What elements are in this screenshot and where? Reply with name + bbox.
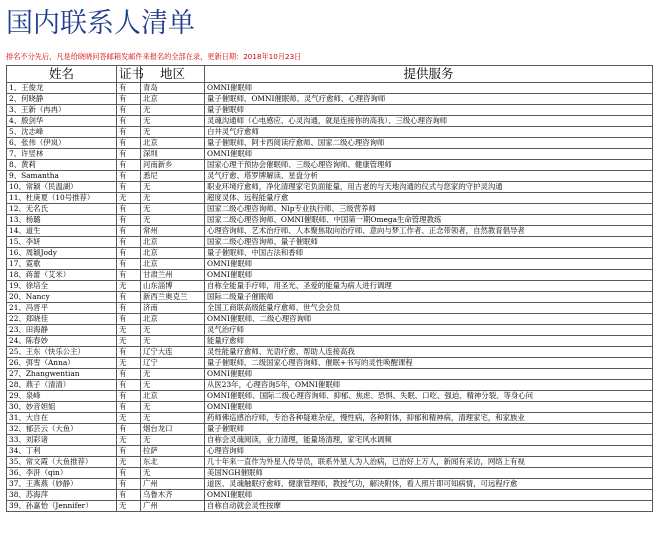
cell-cert: 有	[117, 380, 141, 391]
table-row	[7, 358, 653, 369]
table-row	[7, 270, 653, 281]
table-row	[7, 281, 653, 292]
table-row	[7, 336, 653, 347]
table-row	[7, 292, 653, 303]
cell-service: OMNI催眠师	[205, 369, 653, 380]
cell-service: 国际二级量子催眠师	[205, 292, 653, 303]
cell-cert: 无	[117, 501, 141, 512]
cell-region: 无	[141, 380, 205, 391]
cell-service: 从医23年，心理咨询5年，OMNI催眠师	[205, 380, 653, 391]
cell-region: 无	[141, 435, 205, 446]
cell-name: 20、Nancy	[7, 292, 117, 303]
cell-service: 全国工商联高级能量疗愈师、世气会会员	[205, 303, 653, 314]
cell-cert: 无	[117, 336, 141, 347]
cell-region: 无	[141, 369, 205, 380]
cell-service: 职业环境疗愈师，净化清理家宅负面能量，用古老的与天地沟通的仪式与您家的守护灵沟通	[205, 182, 653, 193]
cell-name: 25、王东（快乐公主）	[7, 347, 117, 358]
cell-region: 济南	[141, 303, 205, 314]
cell-cert: 有	[117, 138, 141, 149]
cell-name: 6、张伟（伊岚）	[7, 138, 117, 149]
cell-name: 7、许竖林	[7, 149, 117, 160]
cell-region: 无	[141, 468, 205, 479]
cell-region: 北京	[141, 94, 205, 105]
header-name: 姓名	[7, 66, 117, 83]
cell-name: 38、苏海萍	[7, 490, 117, 501]
cell-cert: 无	[117, 358, 141, 369]
cell-cert: 无	[117, 413, 141, 424]
header-service: 提供服务	[205, 66, 653, 83]
cell-service: 能量疗愈师	[205, 336, 653, 347]
cell-name: 23、田海静	[7, 325, 117, 336]
table-row	[7, 105, 653, 116]
cell-name: 9、Samantha	[7, 171, 117, 182]
cell-name: 33、刘彩诸	[7, 435, 117, 446]
cell-region: 无	[141, 336, 205, 347]
cell-region: 无	[141, 182, 205, 193]
cell-name: 11、杜庚夏（10号推荐）	[7, 193, 117, 204]
cell-region: 河南新乡	[141, 160, 205, 171]
cell-service: OMNI催眠师	[205, 270, 653, 281]
cell-name: 34、丁利	[7, 446, 117, 457]
cell-name: 37、王燕燕（妙静）	[7, 479, 117, 490]
cell-service: 自称会灵魂阅读，业力清理，能量场清理，家宅风水调频	[205, 435, 653, 446]
cell-service: 超度灵体、远程能量疗愈	[205, 193, 653, 204]
cell-name: 12、无名氏	[7, 204, 117, 215]
cell-service: OMNI催眠师、二级心理咨询师	[205, 314, 653, 325]
cell-region: 广州	[141, 479, 205, 490]
cell-region: 北京	[141, 391, 205, 402]
cell-cert: 有	[117, 226, 141, 237]
cell-service: 量子催眠师	[205, 105, 653, 116]
cell-service: 心理咨询师、艺术治疗师、人本聚焦取向治疗师、意向与梦工作者、正念带领者，自然教育倡导者	[205, 226, 653, 237]
cell-cert: 有	[117, 402, 141, 413]
cell-service: 灵气疗愈、塔罗牌解读、星盘分析	[205, 171, 653, 182]
cell-name: 10、常颖（民温湖）	[7, 182, 117, 193]
cell-name: 39、孙嘉怡（Jennifer）	[7, 501, 117, 512]
cell-service: 药师佛巡感治疗师，专治各种疑难杂症，慢性病，各种附体，抑郁和精神病，清理家宅，和家族业	[205, 413, 653, 424]
table-row	[7, 490, 653, 501]
cell-name: 17、霓歌	[7, 259, 117, 270]
table-row	[7, 402, 653, 413]
table-row	[7, 237, 653, 248]
cell-cert: 有	[117, 116, 141, 127]
cell-service: 几十年来一直作为外星人传导员，联系外星人为人治病，已治好上万人，新闻有采访，网络上有视	[205, 457, 653, 468]
cell-name: 32、郁芸云（大鱼）	[7, 424, 117, 435]
cell-name: 30、妙音妲姐	[7, 402, 117, 413]
cell-name: 22、郑晓佳	[7, 314, 117, 325]
cell-cert: 有	[117, 424, 141, 435]
cell-service: 道医、灵魂触眠疗愈师、健康管理师，教授气功，解决附体，看人照片即可知病情，可远程疗愈	[205, 479, 653, 490]
cell-name: 29、泉峰	[7, 391, 117, 402]
cell-name: 19、徐培全	[7, 281, 117, 292]
cell-region: 常州	[141, 226, 205, 237]
cell-cert: 有	[117, 83, 141, 94]
cell-service: 国家心理干预协会催眠师、三级心理咨询师、健康管理师	[205, 160, 653, 171]
cell-cert: 有	[117, 468, 141, 479]
table-row	[7, 391, 653, 402]
header-region: 地区	[141, 66, 205, 83]
cell-region: 烟台龙口	[141, 424, 205, 435]
table-row	[7, 138, 653, 149]
cell-service: OMNI催眠师	[205, 490, 653, 501]
cell-name: 13、杨璐	[7, 215, 117, 226]
cell-region: 广州	[141, 501, 205, 512]
cell-name: 21、冯晋平	[7, 303, 117, 314]
cell-cert: 无	[117, 193, 141, 204]
cell-service: OMNI催眠师	[205, 402, 653, 413]
cell-cert: 有	[117, 204, 141, 215]
cell-cert: 有	[117, 105, 141, 116]
cell-name: 27、Zhangwentian	[7, 369, 117, 380]
cell-cert: 有	[117, 347, 141, 358]
cell-region: 无	[141, 215, 205, 226]
cell-service: OMNI催眠师	[205, 259, 653, 270]
cell-service: 白井灵气疗愈师	[205, 127, 653, 138]
table-row	[7, 193, 653, 204]
cell-service: 量子催眠师、OMNI催眠师、灵气疗愈师、心理咨询师	[205, 94, 653, 105]
table-row	[7, 248, 653, 259]
cell-service: 自称全能量手疗师，用圣光、圣爱的能量为病人进行调理	[205, 281, 653, 292]
cell-name: 24、陈春妙	[7, 336, 117, 347]
table-row	[7, 226, 653, 237]
cell-cert: 有	[117, 171, 141, 182]
cell-cert: 有	[117, 182, 141, 193]
cell-name: 26、弭雪（Anna）	[7, 358, 117, 369]
cell-region: 甘肃兰州	[141, 270, 205, 281]
cell-cert: 有	[117, 369, 141, 380]
cell-name: 8、黄莉	[7, 160, 117, 171]
cell-region: 新西兰奥克兰	[141, 292, 205, 303]
cell-region: 悉尼	[141, 171, 205, 182]
cell-name: 4、殷剑华	[7, 116, 117, 127]
cell-name: 18、蒋蕾（艾米）	[7, 270, 117, 281]
cell-service: 国家二级心理咨询师、OMNI催眠师、中国第一期Omega生命管理教练	[205, 215, 653, 226]
cell-region: 乌鲁木齐	[141, 490, 205, 501]
cell-service: 量子催眠师	[205, 424, 653, 435]
table-row	[7, 204, 653, 215]
cell-region: 北京	[141, 237, 205, 248]
table-row	[7, 182, 653, 193]
cell-name: 36、李汧（qin）	[7, 468, 117, 479]
cell-cert: 无	[117, 281, 141, 292]
cell-region: 辽宁	[141, 358, 205, 369]
header-cert: 证书	[117, 66, 141, 83]
table-row	[7, 369, 653, 380]
cell-name: 1、王俊龙	[7, 83, 117, 94]
cell-region: 北京	[141, 138, 205, 149]
cell-region: 山东淄博	[141, 281, 205, 292]
cell-region: 无	[141, 193, 205, 204]
cell-service: OMNI催眠师	[205, 149, 653, 160]
cell-service: OMNI催眠师	[205, 83, 653, 94]
cell-region: 北京	[141, 259, 205, 270]
cell-service: 美国NGH催眠师	[205, 468, 653, 479]
cell-cert: 有	[117, 270, 141, 281]
cell-name: 35、常文霞（大鱼推荐）	[7, 457, 117, 468]
table-row	[7, 171, 653, 182]
cell-region: 无	[141, 413, 205, 424]
cell-region: 无	[141, 402, 205, 413]
table-row	[7, 149, 653, 160]
cell-region: 无	[141, 325, 205, 336]
cell-cert: 有	[117, 479, 141, 490]
cell-name: 16、周颖Jody	[7, 248, 117, 259]
cell-cert: 无	[117, 457, 141, 468]
cell-region: 青岛	[141, 83, 205, 94]
cell-name: 3、王新（冉冉）	[7, 105, 117, 116]
cell-region: 深圳	[141, 149, 205, 160]
table-row	[7, 325, 653, 336]
cell-service: OMNI催眠师、国际二级心理咨询师、抑郁、焦虑、恐惧、失眠、口吃、强迫、精神分裂、等身心问	[205, 391, 653, 402]
cell-service: 灵魂沟通师（心电感应、心灵沟通，就是连接你的高我）、三级心理咨询师	[205, 116, 653, 127]
table-row	[7, 160, 653, 171]
table-row	[7, 457, 653, 468]
cell-region: 东北	[141, 457, 205, 468]
table-row	[7, 259, 653, 270]
cell-region: 无	[141, 127, 205, 138]
cell-service: 心理咨询师	[205, 446, 653, 457]
table-row	[7, 501, 653, 512]
cell-name: 28、燕子（清清）	[7, 380, 117, 391]
table-row	[7, 479, 653, 490]
cell-cert: 有	[117, 248, 141, 259]
cell-region: 无	[141, 105, 205, 116]
table-row	[7, 314, 653, 325]
cell-service: 国家二级心理咨询师、量子催眠师	[205, 237, 653, 248]
cell-cert: 有	[117, 127, 141, 138]
table-row	[7, 446, 653, 457]
table-row	[7, 413, 653, 424]
cell-cert: 有	[117, 94, 141, 105]
cell-service: 量子催眠师、二级国家心理咨询师、催眠+书写的灵性唤醒课程	[205, 358, 653, 369]
cell-service: 灵性能量疗愈师、光语疗愈、帮助人连接高我	[205, 347, 653, 358]
header-row	[7, 66, 653, 83]
cell-cert: 有	[117, 490, 141, 501]
cell-service: 国家二级心理咨询师、Nlp专业执行师、三级营养师	[205, 204, 653, 215]
cell-region: 北京	[141, 248, 205, 259]
cell-name: 15、李妍	[7, 237, 117, 248]
cell-region: 无	[141, 116, 205, 127]
cell-service: 量子催眠师、中国古法和香师	[205, 248, 653, 259]
table-row	[7, 127, 653, 138]
cell-region: 辽宁大连	[141, 347, 205, 358]
cell-cert: 有	[117, 149, 141, 160]
table-row	[7, 94, 653, 105]
cell-service: 量子催眠师、阿卡西阅读疗愈师、国家二级心理咨询师	[205, 138, 653, 149]
cell-region: 北京	[141, 314, 205, 325]
cell-cert: 有	[117, 446, 141, 457]
cell-cert: 有	[117, 237, 141, 248]
table-row	[7, 83, 653, 94]
table-row	[7, 424, 653, 435]
cell-cert: 无	[117, 325, 141, 336]
cell-cert: 有	[117, 215, 141, 226]
table-row	[7, 468, 653, 479]
contact-table	[6, 65, 653, 512]
cell-cert: 有	[117, 259, 141, 270]
table-row	[7, 215, 653, 226]
cell-cert: 有	[117, 314, 141, 325]
update-notice: 排名不分先后，凡是给晓晓问答邮箱发邮件来报名的全部在录，更新日期：2018年10月23日	[6, 52, 302, 61]
cell-name: 31、大自在	[7, 413, 117, 424]
cell-cert: 有	[117, 292, 141, 303]
cell-service: 灵气治疗师	[205, 325, 653, 336]
cell-name: 5、沈志峰	[7, 127, 117, 138]
cell-name: 2、何晓静	[7, 94, 117, 105]
cell-cert: 无	[117, 435, 141, 446]
table-row	[7, 347, 653, 358]
cell-cert: 有	[117, 160, 141, 171]
table-row	[7, 303, 653, 314]
cell-service: 自称自动就会灵性按摩	[205, 501, 653, 512]
cell-name: 14、道生	[7, 226, 117, 237]
cell-region: 无	[141, 204, 205, 215]
table-row	[7, 435, 653, 446]
table-body	[7, 83, 653, 512]
cell-region: 拉萨	[141, 446, 205, 457]
page-title: 国内联系人清单	[6, 8, 195, 39]
table-row	[7, 380, 653, 391]
cell-cert: 有	[117, 391, 141, 402]
table-row	[7, 116, 653, 127]
cell-cert: 有	[117, 303, 141, 314]
